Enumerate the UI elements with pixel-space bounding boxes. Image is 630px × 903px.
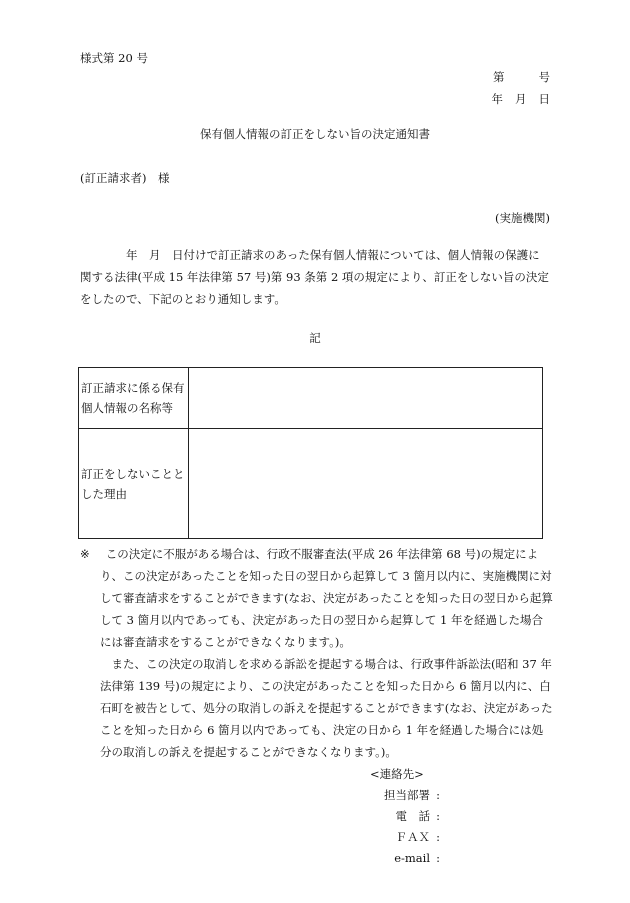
date-day: 日 xyxy=(538,92,550,106)
note-paragraph-lawsuit: また、この決定の取消しを求める訴訟を提起する場合は、行政事件訴訟法(昭和 37 年法律第 139 号)の規定により、この決定があったことを知った日から 6 箇月以内に、白石町を被告として、処分の取消しの訴えを提起することができます(なお、決定があったことを知った日から 6 箇月以内であっても、決定の日から 1 年を経過した場合には処分の取消しの訴えを提起することができなくなります。)。 xyxy=(100,657,553,759)
table-row xyxy=(79,429,542,538)
table-row xyxy=(79,368,542,429)
contact-label-department: 担当部署 xyxy=(384,788,430,802)
contact-separator: : xyxy=(436,830,440,844)
document-date xyxy=(492,91,551,107)
date-month: 月 xyxy=(515,92,527,106)
contact-item xyxy=(366,806,440,827)
document-number-prefix: 第 xyxy=(493,70,505,84)
reason-label: 訂正をしないこととした理由 xyxy=(79,429,189,538)
contact-block xyxy=(366,764,440,869)
document-number xyxy=(493,69,550,85)
notice-body: 年 月 日付けで訂正請求のあった保有個人情報については、個人情報の保護に関する法律(平成 15 年法律第 57 号)第 93 条第 2 項の規定により、訂正をしない旨の決定をしたので、下記のとおり通知します。 xyxy=(80,248,549,306)
contact-separator: : xyxy=(436,788,440,802)
contact-item xyxy=(366,827,440,848)
notes-section xyxy=(80,543,553,763)
reason-field[interactable] xyxy=(189,429,542,538)
contact-label-email: e-mail xyxy=(394,851,430,865)
date-year: 年 xyxy=(491,92,503,106)
contact-item xyxy=(366,848,440,869)
contact-label-phone: 電 話 xyxy=(395,809,430,823)
contact-label-fax: ＦＡＸ xyxy=(395,830,430,844)
personal-info-name-label: 訂正請求に係る保有個人情報の名称等 xyxy=(79,368,189,428)
addressee: (訂正請求者) 様 xyxy=(80,171,170,185)
note-mark: ※ xyxy=(80,547,90,561)
contact-separator: : xyxy=(436,851,440,865)
personal-info-name-field[interactable] xyxy=(189,368,542,428)
contact-header: <連絡先> xyxy=(370,767,424,781)
note-block xyxy=(80,543,553,763)
issuing-agency: (実施機関) xyxy=(495,211,550,225)
contact-separator: : xyxy=(436,809,440,823)
document-number-suffix: 号 xyxy=(538,70,550,84)
contact-item xyxy=(366,785,440,806)
ki-heading: 記 xyxy=(309,331,321,345)
note-paragraph-appeal: この決定に不服がある場合は、行政不服審査法(平成 26 年法律第 68 号)の規定により、この決定があったことを知った日の翌日から起算して 3 箇月以内に、実施機関に対して審査請求をすることができます(なお、決定があったことを知った日の翌日から起算して 3 箇月以内であっても、決定があった日の翌日から起算して 1 年を経過した場合には審査請求をすることができなくなります。)。 xyxy=(100,547,553,649)
details-table xyxy=(78,367,543,539)
document-title: 保有個人情報の訂正をしない旨の決定通知書 xyxy=(200,127,430,141)
form-number: 様式第 20 号 xyxy=(80,51,148,65)
